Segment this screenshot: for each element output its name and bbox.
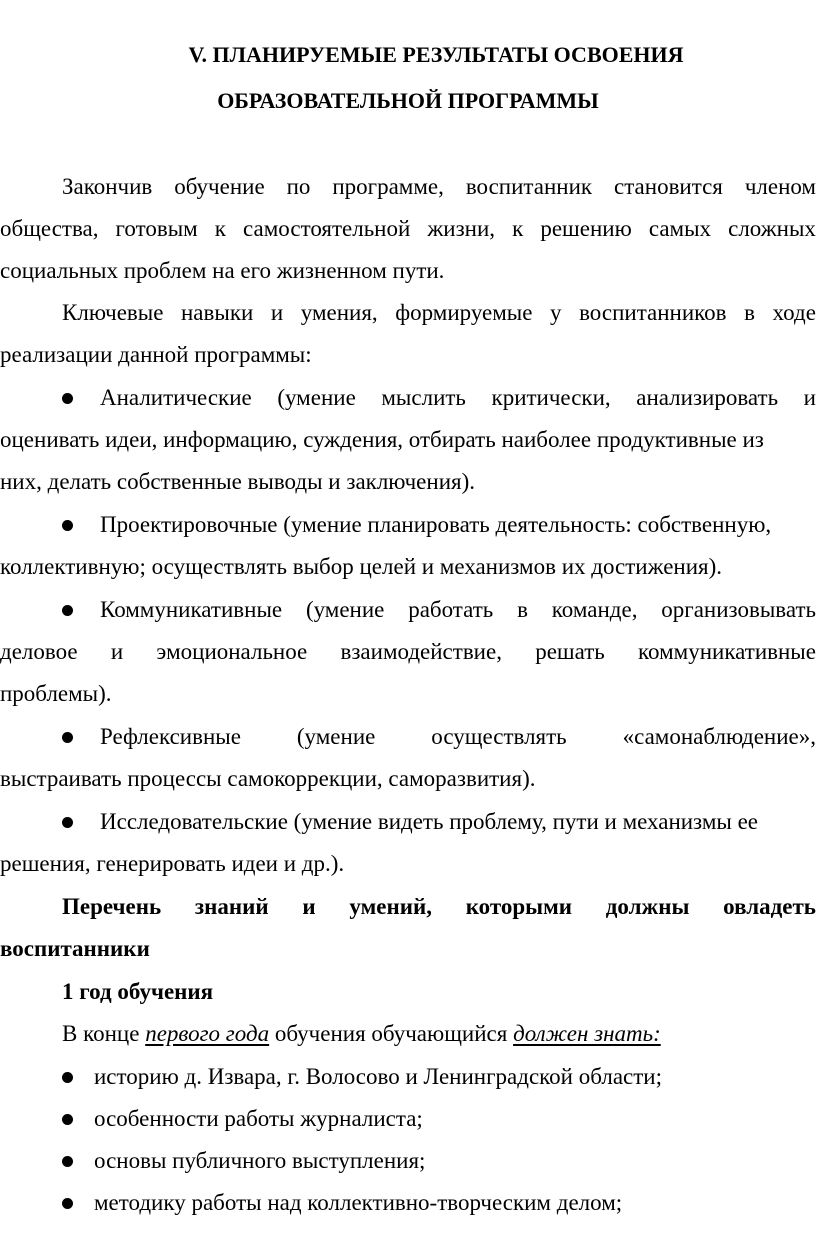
skill-analytic-line-1: Аналитические (умение мыслить критически, анализировать и (100, 385, 816, 410)
intro-line-3: социальных проблем на его жизненном пути. (0, 258, 445, 283)
knowledge-heading-line-1: Перечень знаний и умений, которыми должны овладеть (62, 894, 816, 919)
skill-research-line-2: решения, генерировать идеи и др.). (0, 851, 345, 876)
bullet-icon (62, 1114, 73, 1125)
skill-project-line-2: коллективную; осуществлять выбор целей и механизмов их достижения). (0, 554, 723, 579)
list-item: историю д. Извара, г. Волосово и Ленинградской области; (94, 1064, 662, 1089)
year-1-sentence: В конце первого года обучения обучающийся должен знать: (62, 1021, 661, 1046)
bullet-icon (62, 732, 73, 743)
bullet-icon (62, 520, 73, 531)
list-item: методику работы над коллективно-творческим делом; (94, 1190, 623, 1215)
bullet-icon (62, 817, 73, 828)
bullet-icon (62, 1156, 73, 1167)
skill-reflexive-line-1: Рефлексивные (умение осуществлять «самонаблюдение», (100, 724, 816, 749)
bullet-icon (62, 605, 73, 616)
intro-line-1: Закончив обучение по программе, воспитанник становится членом (62, 174, 816, 199)
skill-research-line-1: Исследовательские (умение видеть проблему, пути и механизмы ее (100, 809, 758, 834)
bullet-icon (62, 1198, 73, 1209)
skill-communicative-line-3: проблемы). (0, 681, 112, 706)
skill-analytic-line-2: оценивать идеи, информацию, суждения, отбирать наиболее продуктивные из (0, 427, 764, 452)
skill-analytic-line-3: них, делать собственные выводы и заключения). (0, 469, 475, 494)
skills-intro-line-2: реализации данной программы: (0, 342, 312, 367)
skills-intro-line-1: Ключевые навыки и умения, формируемые у воспитанников в ходе (62, 300, 816, 325)
list-item: основы публичного выступления; (94, 1148, 426, 1173)
skill-communicative-line-1: Коммуникативные (умение работать в команде, организовывать (100, 597, 816, 622)
skill-project-line-1: Проектировочные (умение планировать деятельность: собственную, (100, 512, 772, 537)
bullet-icon (62, 1072, 73, 1083)
year-1-title: 1 год обучения (62, 979, 214, 1004)
list-item: особенности работы журналиста; (94, 1106, 423, 1131)
knowledge-heading-line-2: воспитанники (0, 936, 150, 961)
intro-line-2: общества, готовым к самостоятельной жизни, к решению самых сложных (0, 216, 816, 241)
skill-reflexive-line-2: выстраивать процессы самокоррекции, саморазвития). (0, 766, 536, 791)
bullet-icon (62, 393, 73, 404)
page-title-line-1: V. ПЛАНИРУЕМЫЕ РЕЗУЛЬТАТЫ ОСВОЕНИЯ (188, 42, 684, 67)
page-title-line-2: ОБРАЗОВАТЕЛЬНОЙ ПРОГРАММЫ (217, 88, 599, 113)
skill-communicative-line-2: деловое и эмоциональное взаимодействие, решать коммуникативные (0, 639, 816, 664)
